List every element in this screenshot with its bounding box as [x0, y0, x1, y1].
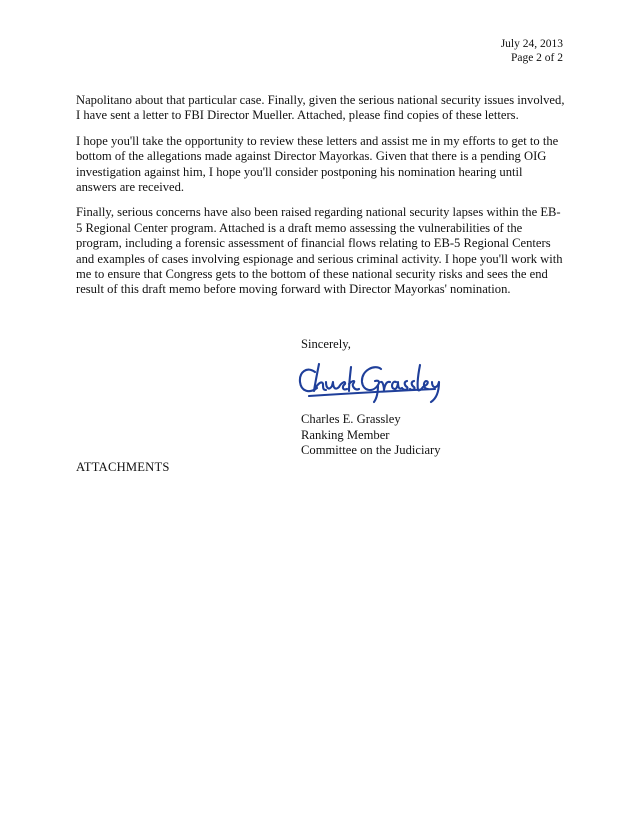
- letter-body: [76, 93, 566, 308]
- body-paragraph: Napolitano about that particular case. Finally, given the serious national security issues involved, I have sent a letter to FBI Director Mueller. Attached, please find copies of these letters.: [76, 93, 565, 123]
- closing-salutation: Sincerely,: [301, 337, 351, 351]
- body-paragraph: Finally, serious concerns have also been raised regarding national security lapses within the EB-5 Regional Center program. Attached is a draft memo assessing the vulnerabilities of the program, including a forensic assessment of financial flows relating to EB-5 Regional Centers and examples of cases involving espionage and serious criminal activity. I hope you'll work with me to ensure that Congress gets to the bottom of these national security risks and sees the end result of this draft memo before moving forward with Director Mayorkas' nomination.: [76, 205, 563, 297]
- signer-name: Charles E. Grassley: [301, 412, 401, 427]
- signer-title: Ranking Member: [301, 427, 390, 442]
- handwritten-signature: [295, 358, 445, 404]
- letter-date: July 24, 2013: [500, 38, 563, 50]
- page-number: Page 2 of 2: [510, 52, 563, 64]
- page-header: [501, 37, 563, 65]
- signature-block: [301, 337, 445, 459]
- signer-committee: Committee on the Judiciary: [301, 443, 441, 458]
- attachments-label: ATTACHMENTS: [76, 460, 170, 474]
- body-paragraph: I hope you'll take the opportunity to review these letters and assist me in my efforts to get to the bottom of the allegations made against Director Mayorkas. Given that there is a pending OIG investigation against him, I hope you'll consider postponing his nomination hearing until answers are received.: [76, 133, 559, 195]
